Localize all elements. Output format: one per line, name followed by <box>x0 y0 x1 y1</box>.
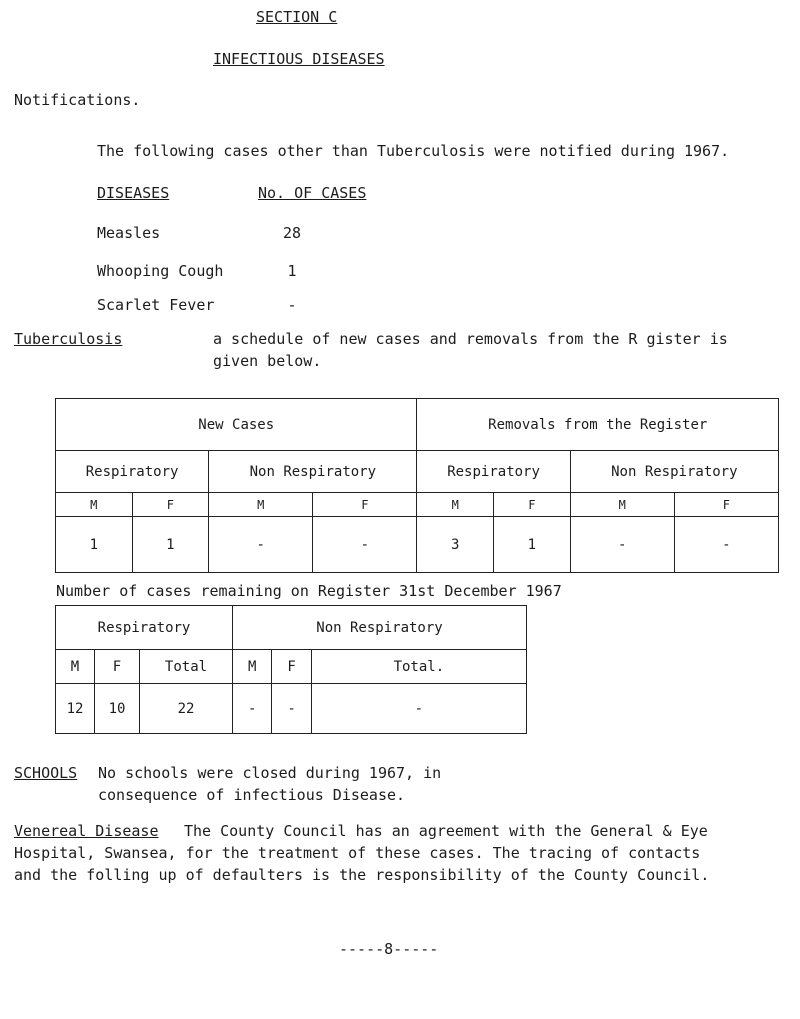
table-cell: 12 <box>56 684 95 734</box>
tuberculosis-label: Tuberculosis <box>14 330 123 348</box>
venereal-text-line3: and the folling up of defaulters is the responsibility of the County Council. <box>14 866 710 884</box>
section-heading: SECTION C <box>256 8 338 26</box>
table-cell: 1 <box>132 517 209 573</box>
table-cell: - <box>233 684 272 734</box>
table-cell: 1 <box>56 517 133 573</box>
female-header: F <box>674 493 778 517</box>
schools-text-line2: consequence of infectious Disease. <box>98 786 406 804</box>
non-respiratory-header: Non Respiratory <box>209 451 417 493</box>
schools-text-line1: No schools were closed during 1967, in <box>98 764 442 782</box>
remaining-on-register-table <box>55 605 527 734</box>
respiratory-header: Respiratory <box>417 451 570 493</box>
female-header: F <box>494 493 571 517</box>
table-cell: - <box>311 684 526 734</box>
venereal-text-line1: The County Council has an agreement with the General & Eye <box>184 822 708 840</box>
case-count: 28 <box>282 224 302 242</box>
disease-name: Measles <box>97 224 161 242</box>
table-cell: - <box>313 517 417 573</box>
male-header: M <box>56 493 133 517</box>
respiratory-header: Respiratory <box>56 451 209 493</box>
table-cell: - <box>570 517 674 573</box>
tuberculosis-text-line2: given below. <box>213 352 322 370</box>
case-count: 1 <box>287 262 297 280</box>
disease-name: Scarlet Fever <box>97 296 215 314</box>
total-header: Total <box>140 650 233 684</box>
diseases-column-header: DISEASES <box>97 184 170 202</box>
female-header: F <box>132 493 209 517</box>
table-cell: 1 <box>494 517 571 573</box>
case-count: - <box>287 296 297 314</box>
male-header: M <box>417 493 494 517</box>
venereal-disease-label: Venereal Disease <box>14 822 159 840</box>
table-cell: 3 <box>417 517 494 573</box>
non-respiratory-header: Non Respiratory <box>570 451 778 493</box>
disease-name: Whooping Cough <box>97 262 224 280</box>
notifications-intro: The following cases other than Tuberculosis were notified during 1967. <box>97 142 730 160</box>
tuberculosis-text-line1: a schedule of new cases and removals from the R gister is <box>213 330 728 348</box>
male-header: M <box>56 650 95 684</box>
female-header: F <box>313 493 417 517</box>
total-header: Total. <box>311 650 526 684</box>
table-cell: - <box>674 517 778 573</box>
female-header: F <box>272 650 311 684</box>
removals-header: Removals from the Register <box>417 399 779 451</box>
remaining-on-register-title: Number of cases remaining on Register 31st December 1967 <box>56 582 562 600</box>
cases-column-header: No. OF CASES <box>258 184 367 202</box>
venereal-text-line2: Hospital, Swansea, for the treatment of these cases. The tracing of contacts <box>14 844 701 862</box>
table-cell: - <box>209 517 313 573</box>
new-cases-header: New Cases <box>56 399 417 451</box>
tuberculosis-new-removals-table <box>55 398 779 573</box>
table-cell: 22 <box>140 684 233 734</box>
table-cell: - <box>272 684 311 734</box>
male-header: M <box>233 650 272 684</box>
male-header: M <box>570 493 674 517</box>
schools-label: SCHOOLS <box>14 764 78 782</box>
table-cell: 10 <box>95 684 140 734</box>
notifications-heading: Notifications. <box>14 91 141 109</box>
male-header: M <box>209 493 313 517</box>
page-title: INFECTIOUS DISEASES <box>213 50 385 68</box>
non-respiratory-header: Non Respiratory <box>233 606 527 650</box>
female-header: F <box>95 650 140 684</box>
page-number: -----8----- <box>339 940 439 958</box>
respiratory-header: Respiratory <box>56 606 233 650</box>
